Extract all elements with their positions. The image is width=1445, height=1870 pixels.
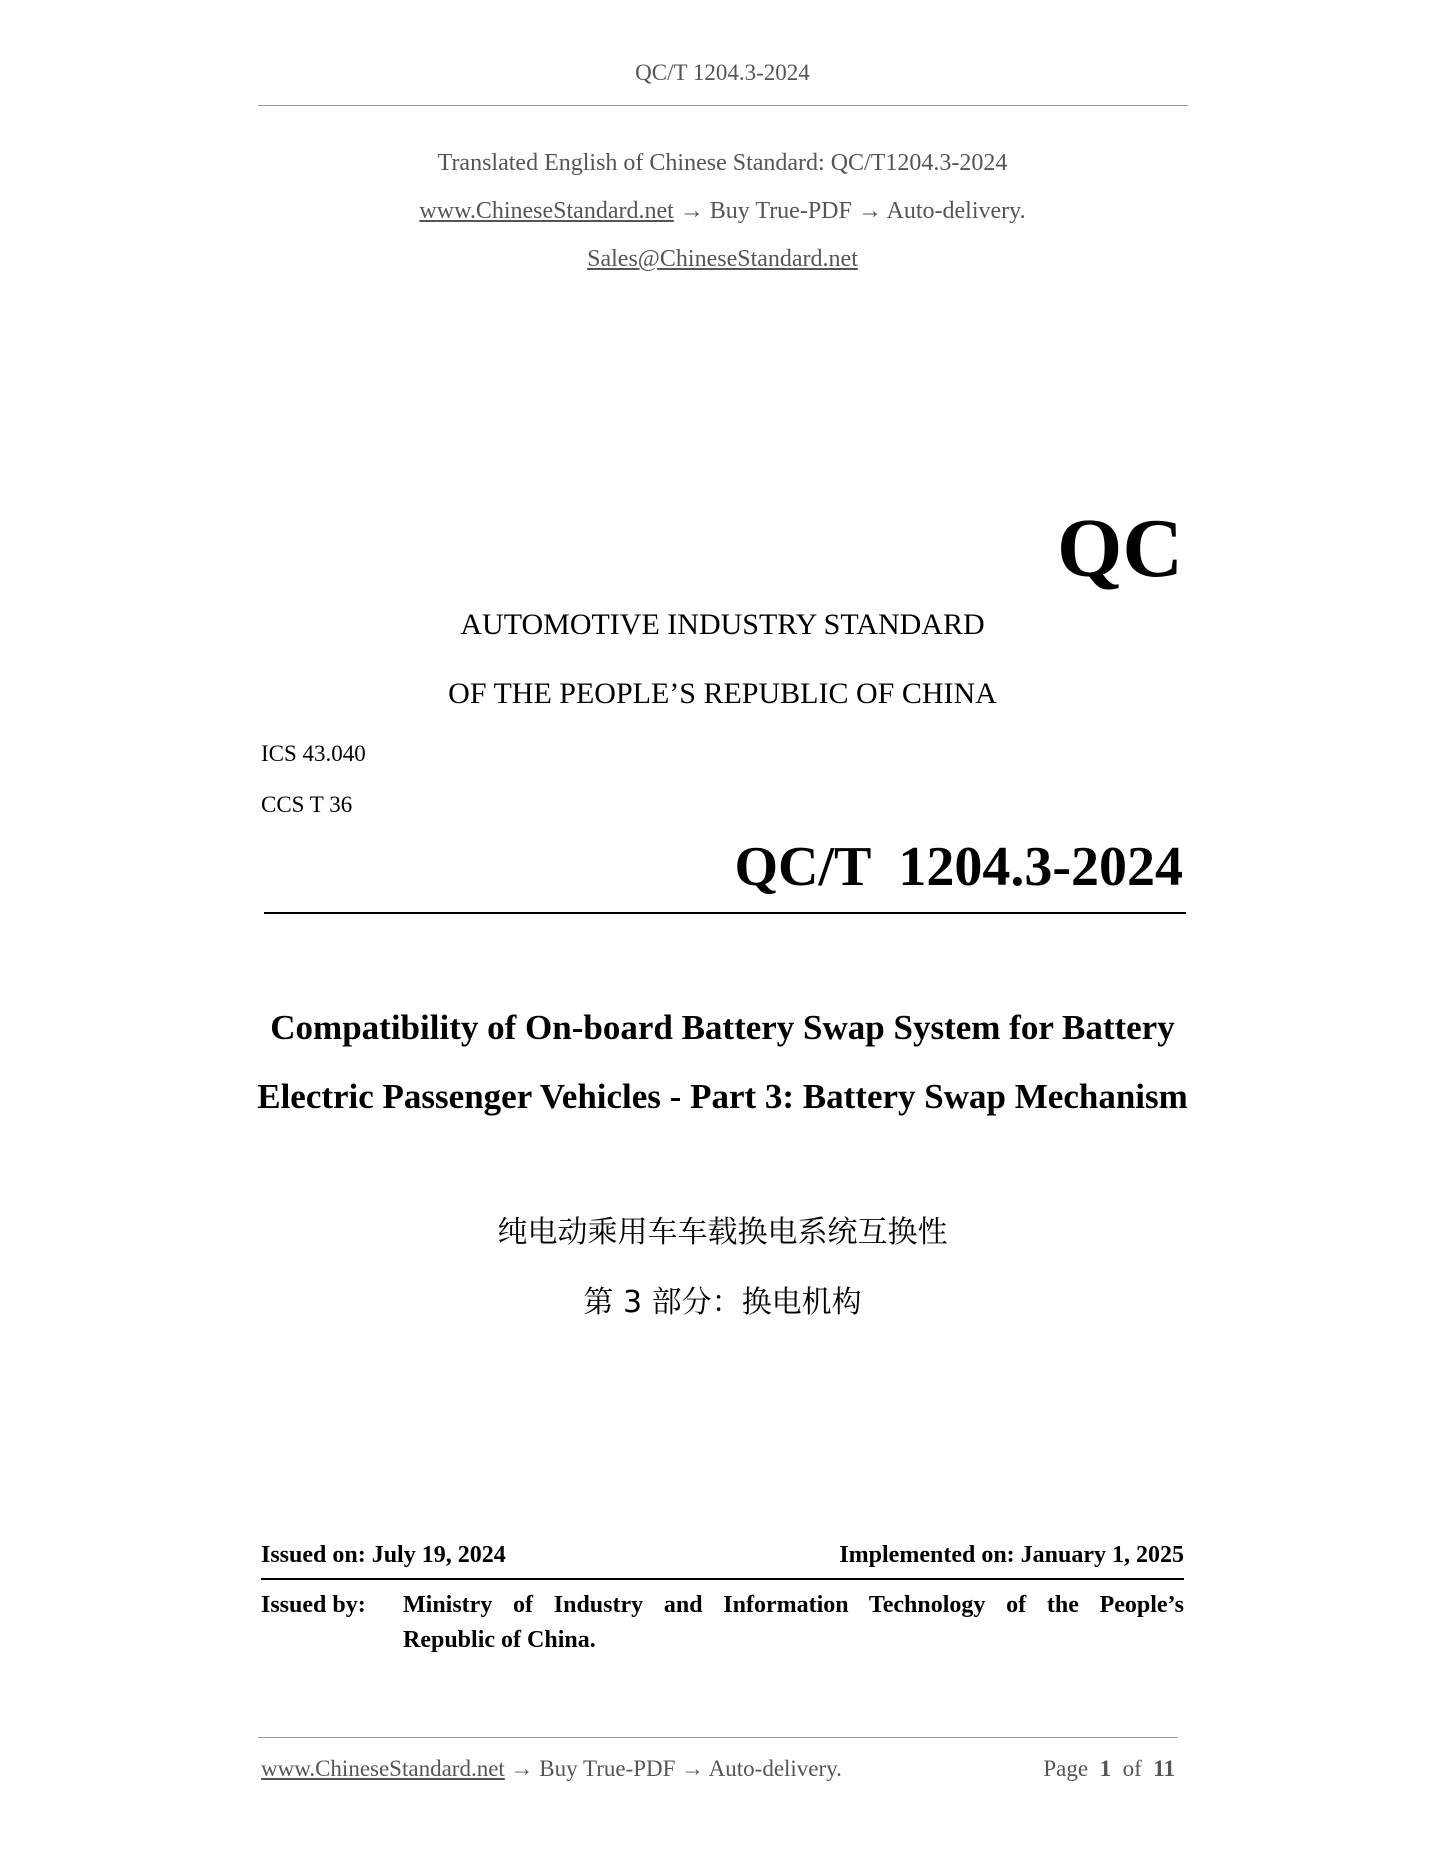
page-current: 1: [1099, 1756, 1112, 1781]
issued-by-line2: Republic of China.: [403, 1627, 596, 1653]
page-total: 11: [1153, 1756, 1175, 1781]
promo-buy-line: [0, 198, 1445, 225]
org-title-line1: AUTOMOTIVE INDUSTRY STANDARD: [460, 608, 985, 641]
issued-by-label: Issued by:: [261, 1592, 366, 1618]
chinese-title-line1: 纯电动乘用车车载换电系统互换性: [497, 1215, 948, 1250]
chinese-title-line2: 第 3 部分：换电机构: [583, 1285, 862, 1320]
footer-buy-text: → Buy True-PDF → Auto-delivery.: [504, 1756, 842, 1781]
org-title-line2: OF THE PEOPLE’S REPUBLIC OF CHINA: [448, 677, 997, 710]
ccs-code: CCS T 36: [261, 792, 353, 817]
standard-number: QC/T 1204.3-2024: [734, 836, 1183, 898]
running-header: QC/T 1204.3-2024: [635, 60, 810, 85]
promo-email-line: [0, 246, 1445, 273]
issued-by-line1: Ministry of Industry and Information Technology of the People’s: [403, 1592, 1184, 1618]
implemented-on-date: Implemented on: January 1, 2025: [839, 1542, 1184, 1568]
page-of: of: [1122, 1756, 1142, 1781]
footer-promo: [261, 1756, 842, 1782]
ics-code: ICS 43.040: [261, 741, 366, 766]
standard-number-rule: [264, 912, 1186, 914]
dates-divider: [261, 1578, 1184, 1580]
page-indicator: [1043, 1756, 1175, 1782]
standard-mark: QC: [1057, 502, 1183, 595]
page-label: Page: [1043, 1756, 1089, 1781]
footer-site-link[interactable]: www.ChineseStandard.net: [261, 1756, 505, 1781]
header-divider: [258, 105, 1188, 106]
english-title: Compatibility of On-board Battery Swap System for Battery Electric Passenger Vehicles - Part 3: Battery Swap Mechanism: [257, 1008, 1188, 1116]
site-link[interactable]: www.ChineseStandard.net: [419, 198, 674, 224]
footer-divider: [258, 1737, 1178, 1738]
promo-buy-text: → Buy True-PDF → Auto-delivery.: [673, 198, 1026, 224]
issued-on-date: Issued on: July 19, 2024: [261, 1542, 506, 1568]
email-link[interactable]: Sales@ChineseStandard.net: [587, 246, 858, 272]
promo-translated-line: Translated English of Chinese Standard: QC/T1204.3-2024: [437, 150, 1008, 176]
